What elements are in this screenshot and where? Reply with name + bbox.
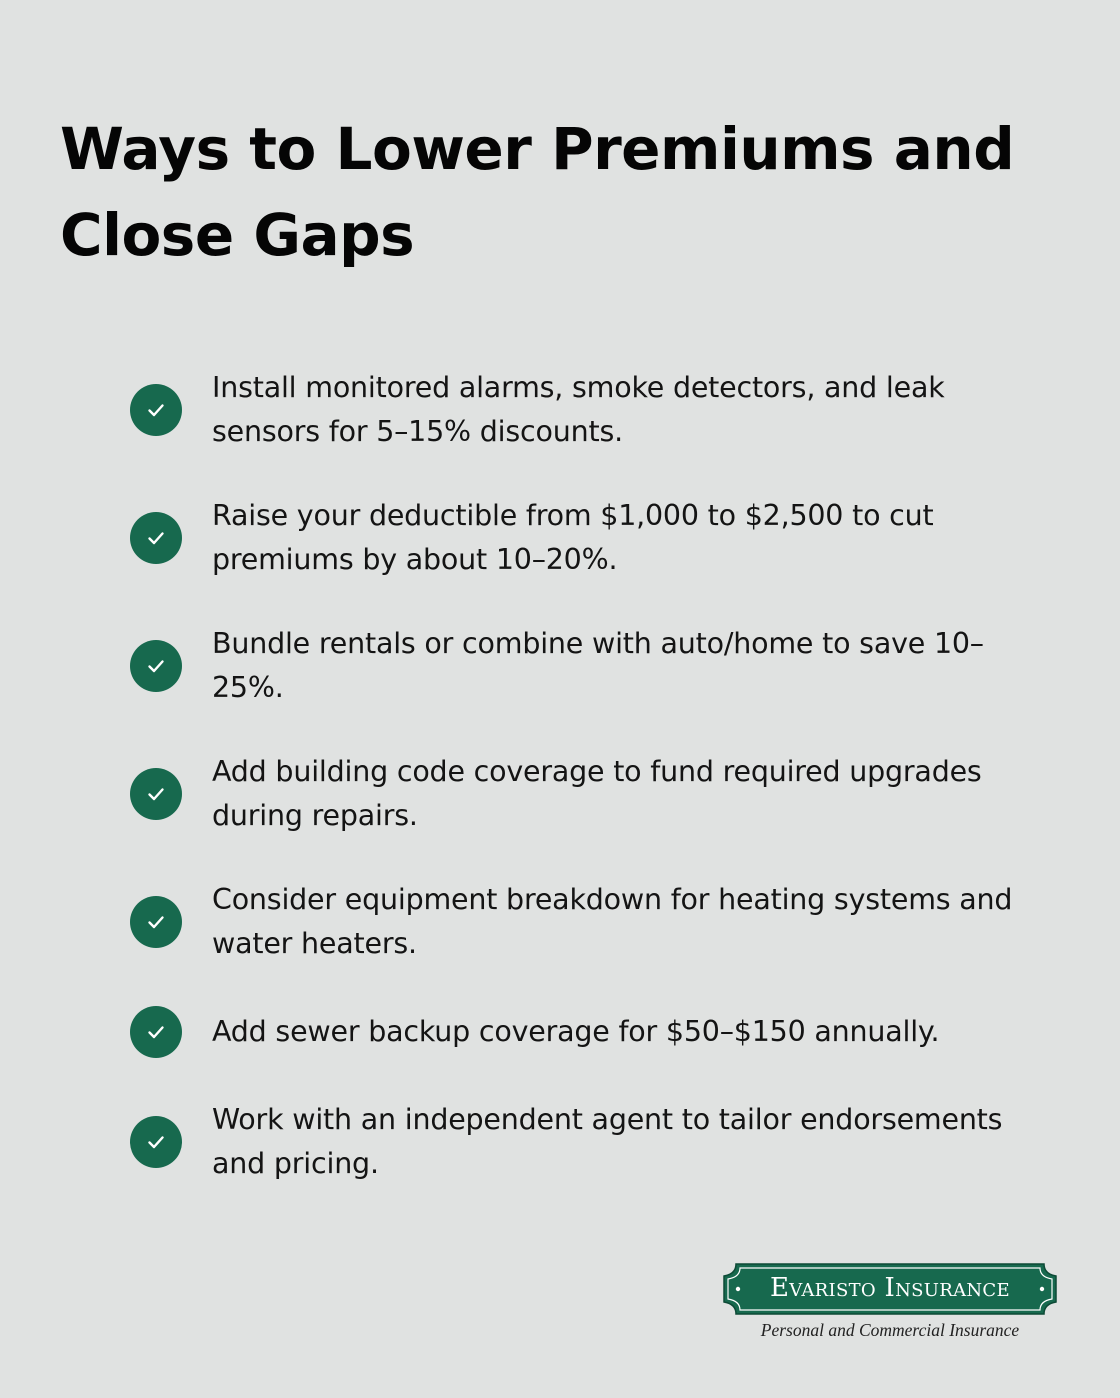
page-title: Ways to Lower Premiums and Close Gaps [60, 115, 1015, 269]
list-item-text: Work with an independent agent to tailor endorsements and pricing. [212, 1103, 1003, 1180]
list-item [130, 872, 1050, 972]
list-item-text: Add sewer backup coverage for $50–$150 annually. [212, 1015, 940, 1048]
checkmark-circle-icon [130, 512, 182, 564]
checkmark-circle-icon [130, 640, 182, 692]
list-item-text: Consider equipment breakdown for heating systems and water heaters. [212, 883, 1013, 960]
list-item-text: Bundle rentals or combine with auto/home to save 10–25%. [212, 627, 984, 704]
checkmark-circle-icon [130, 896, 182, 948]
logo-tagline: Personal and Commercial Insurance [760, 1320, 1020, 1340]
list-item [130, 488, 1050, 588]
checkmark-circle-icon [130, 1006, 182, 1058]
list-item-text: Add building code coverage to fund required upgrades during repairs. [212, 755, 982, 832]
checkmark-circle-icon [130, 384, 182, 436]
list-item [130, 1092, 1050, 1192]
checkmark-circle-icon [130, 1116, 182, 1168]
list-item-text: Install monitored alarms, smoke detectors, and leak sensors for 5–15% discounts. [212, 371, 945, 448]
list-item [130, 360, 1050, 460]
company-logo [722, 1262, 1058, 1352]
list-item [130, 744, 1050, 844]
checkmark-circle-icon [130, 768, 182, 820]
list-item-text: Raise your deductible from $1,000 to $2,500 to cut premiums by about 10–20%. [212, 499, 934, 576]
logo-name: Evaristo Insurance [770, 1273, 1010, 1303]
list-item [130, 982, 1050, 1082]
list-item [130, 616, 1050, 716]
